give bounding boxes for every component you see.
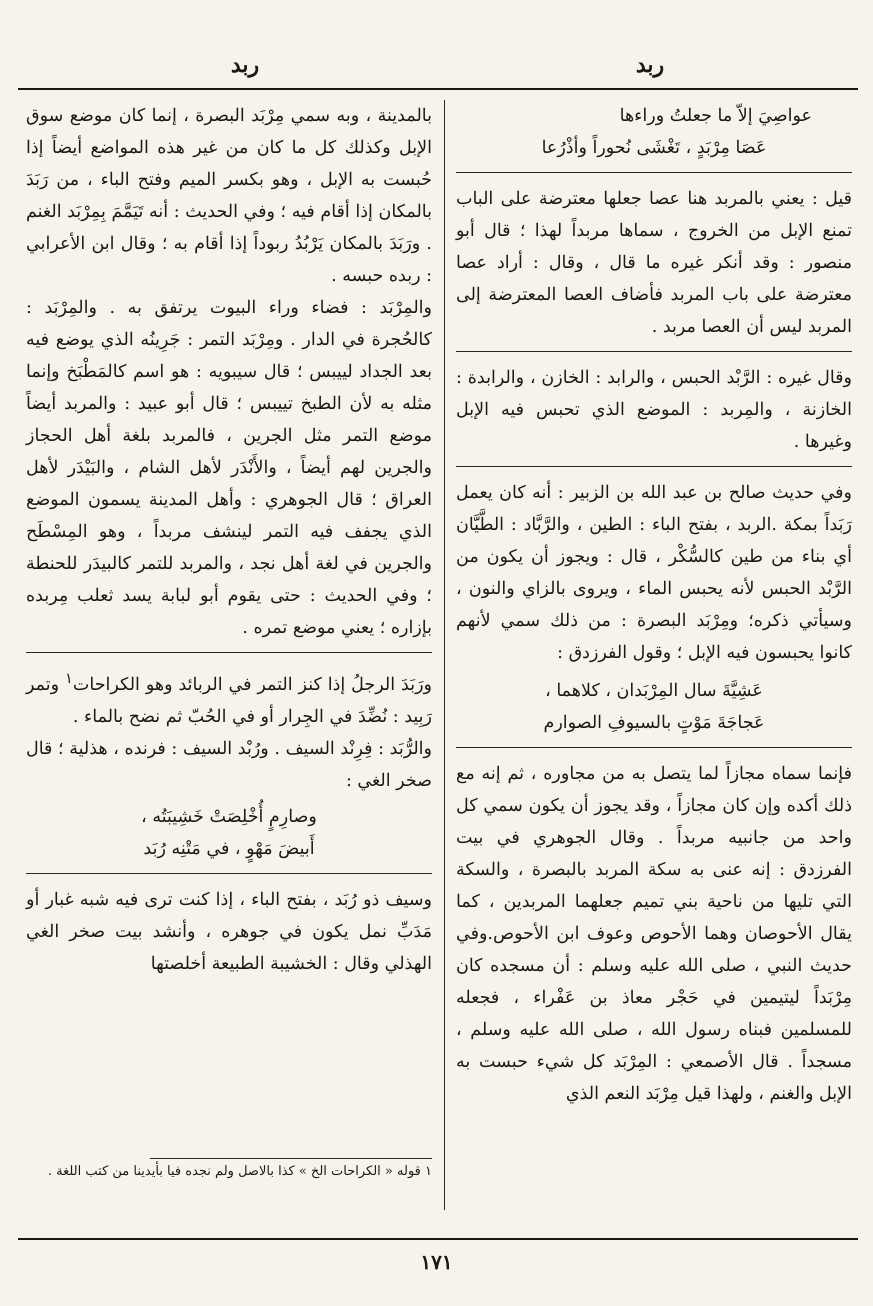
right-column: [456, 100, 852, 1110]
paragraph: وقال غيره : الرَّبْد الحبس ، والرابد : الخازن ، والرابدة : الخازنة ، والمِربد : الموضع الذي تحبس فيه الإبل وغيرها .: [456, 368, 852, 452]
paragraph: [26, 663, 432, 733]
column-divider: [444, 100, 445, 1210]
paragraph: وفي حديث صالح بن عبد الله بن الزبير : أنه كان يعمل رَبَداً بمكة .الربد ، بفتح الباء : الطين ، والرَّبَّاد : الطَّيَّان أي بناء من طين كالسُّكْر ، قال : ويجوز أن يكون من الرَّبْد الحبس لأنه يحبس الماء ، ويروى بالزاي والنون ، وسيأتي ذكره؛ ومِرْبَد البصرة : من ذلك سمي لأنهم كانوا يحبسون فيه الإبل ؛ وقول الفرزدق :: [456, 483, 852, 663]
paragraph-text: وتمر رَبِيد : نُضِّدَ في الجِرار أو في الحُبّ ثم نضح بالماء .: [26, 674, 432, 727]
verse-line: عَشِيَّةَ سال المِرْبَدان ، كلاهما ،: [545, 681, 763, 701]
left-column: [26, 100, 432, 980]
paragraph: قيل : يعني بالمربد هنا عصا جعلها معترضة على الباب تمنع الإبل من الخروج ، سماها مربداً لهذا ؛ قال أبو منصور : وقد أنكر غيره ما قال ، وقال : أراد عصا معترضة على باب المربد فأضاف العصا المعترضة إلى المربد ليس أن العصا مربد .: [456, 189, 852, 337]
verse-line: وصارِمٍ أُخْلِصَتْ خَشِيبَتُه ،: [141, 806, 317, 827]
paragraph: وسيف ذو رُبَد ، بفتح الباء ، إذا كنت ترى فيه شبه غبار أو مَدَبِّ نمل يكون في جوهره ، وأنشد بيت صخر الغي الهذلي وقال : الخشيبة الطبيعة أخلصتها: [26, 889, 432, 974]
running-header-left: ربد: [230, 52, 260, 78]
paragraph: فإنما سماه مجازاً لما يتصل به من مجاوره ، ثم إنه مع ذلك أكده وإن كان مجازاً ، وقد يجوز أن يكون سمي كل واحد من جانبيه مربداً . وقال الجوهري في بيت الفرزدق : إنه عنى به سكة المربد بالبصرة ، والسكة التي تليها من ناحية بني تميم جعلهما المربدين ، كما يقال الأحوصان وهما الأحوص وعوف ابن الأحوص.وفي حديث النبي ، صلى الله عليه وسلم : أن مسجده كان مِرْبَداً ليتيمين في حَجْر معاذ بن عَفْراء ، فجعله للمسلمين فبناه رسول الله ، صلى الله عليه وسلم ، مسجداً . قال الأصمعي : المِرْبَد كل شيء حبست به الإبل والغنم ، ولهذا قيل مِرْبَد النعم الذي: [456, 764, 852, 1104]
paragraph: بالمدينة ، وبه سمي مِرْبَد البصرة ، إنما كان موضع سوق الإبل وكذلك كل ما كان من غير هذه المواضع أيضاً إذا حُبست به الإبل ، وهو بكسر الميم وفتح الباء ، من رَبَدَ بالمكان إذا أقام فيه ؛ وفي الحديث : أنه تَيَمَّمَ بِمِرْبَد الغنم . ورَبَدَ بالمكان يَرْبُدُ ربوداً إذا أقام به ؛ وقال ابن الأعرابي : ربده حبسه .: [26, 106, 432, 286]
separator: [456, 351, 852, 352]
verse-line: عواصِيَ إلاّ ما جعلتُ وراءها: [619, 106, 812, 126]
verse-block-3: [26, 801, 432, 865]
footnote-marker: ١: [65, 670, 73, 687]
verse-block-2: [456, 675, 852, 739]
separator: [456, 466, 852, 467]
separator: [456, 172, 852, 173]
running-header-right: ربد: [635, 52, 665, 78]
verse-line: عَصَا مِرْبَدٍ ، تَغْشَى نُحوراً وأذْرُعا: [541, 138, 767, 158]
page-number: ١٧١: [420, 1250, 453, 1274]
paragraph-text: ورَبَدَ الرجلُ إذا كنز التمر في الربائد وهو الكراحات: [72, 674, 432, 695]
paragraph: والمِرْبَد : فضاء وراء البيوت يرتفق به . والمِرْبَد : كالحُجرة في الدار . ومِرْبَد التمر : جَرِينُه الذي يوضع فيه بعد الجداد لييبس ؛ قال سيبويه : هو اسم كالمَطْبَخ وإنما مثله به لأن الطبخ تييبس ؛ قال أبو عبيد : والمربد أيضاً موضع التمر مثل الجرين ، فالمربد بلغة أهل الحجاز والجرين لهم أيضاً ، والأَنْدَر لأهل الشام ، والبَيْدَر لأهل العراق ؛ قال الجوهري : وأهل المدينة يسمون الموضع الذي يجفف فيه التمر لينشف مربداً ، وهو المِسْطَح والجرين في لغة أهل نجد ، والمربد للتمر كالبيدَر للحنطة ؛ وفي الحديث : حتى يقوم أبو لبابة يسد ثعلب مِربده بإزاره ؛ يعني موضع تمره .: [26, 298, 432, 638]
separator: [456, 747, 852, 748]
verse-line: أَبيضَ مَهْوٍ ، في مَتْنِه رُبَد: [143, 838, 315, 859]
separator: [26, 873, 432, 874]
footnote: ١ قوله « الكراحات الخ » كذا بالاصل ولم نجده فيا بأيدينا من كتب اللغة .: [47, 1164, 432, 1179]
verse-line: عَجاجَةَ مَوْتٍ بالسيوفِ الصوارم: [543, 713, 765, 733]
footer-rule: [18, 1238, 858, 1240]
separator: [26, 652, 432, 653]
header-rule: [18, 88, 858, 90]
verse-block-1: [456, 100, 852, 164]
paragraph: والرُّبَد : فِرِنْد السيف . ورُبْد السيف : فرنده ، هذلية ؛ قال صخر الغي :: [26, 738, 432, 791]
footnote-rule: [150, 1158, 432, 1159]
